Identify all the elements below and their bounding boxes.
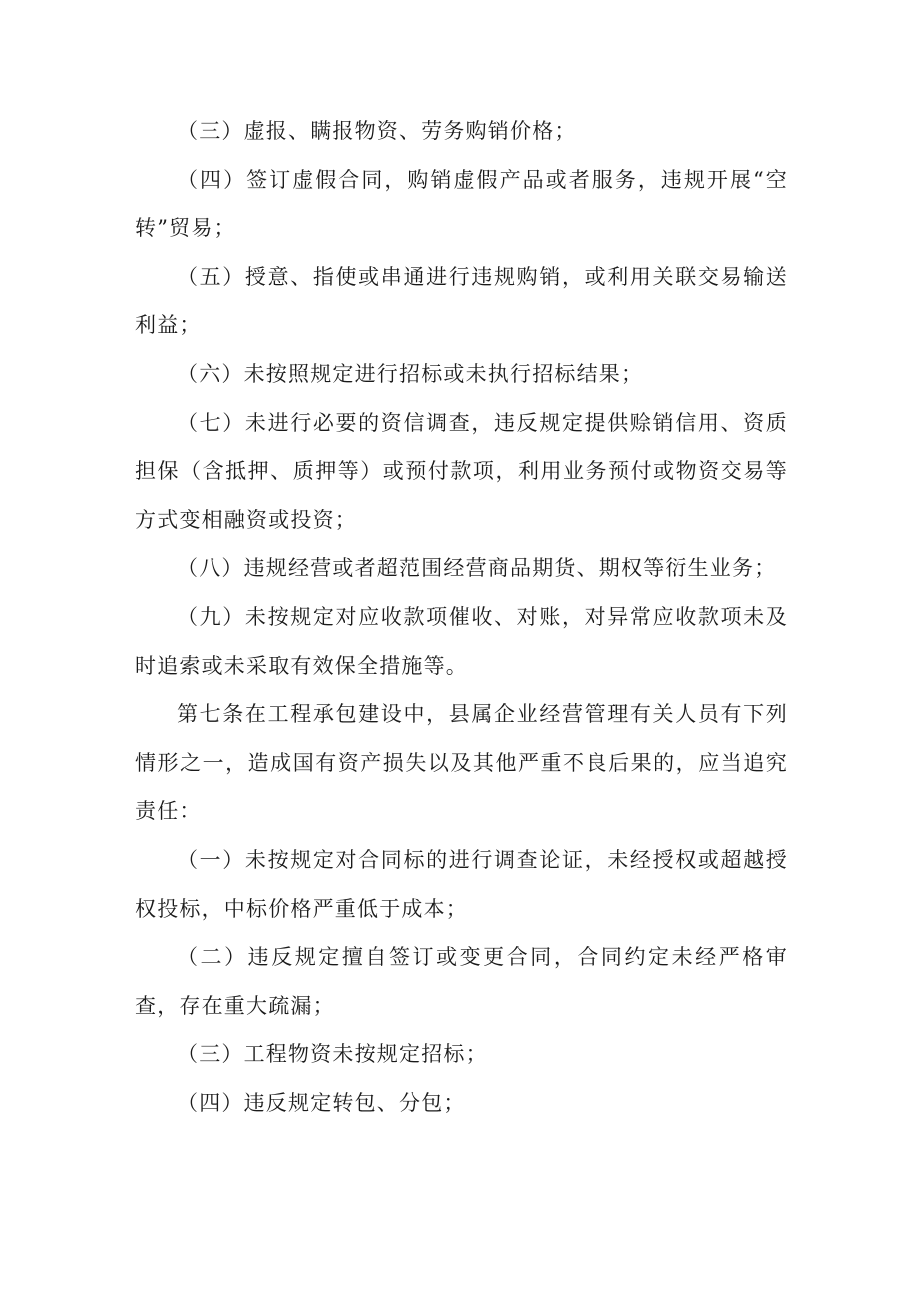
paragraph-item-3-false-reporting: （三）虚报、瞒报物资、劳务购销价格； (177, 119, 577, 143)
paragraph-article-7-item-2: （二）违反规定擅自签订或变更合同，合同约定未经严格审查，存在重大疏漏； (135, 945, 788, 1018)
paragraph-item-9-receivables: （九）未按规定对应收款项催收、对账，对异常应收款项未及时追索或未采取有效保全措施等。 (135, 604, 788, 678)
paragraph-item-6-bidding: （六）未按照规定进行招标或未执行招标结果； (177, 361, 644, 386)
paragraph-item-7-credit-check: （七）未进行必要的资信调查，违反规定提供赊销信用、资质担保（含抵押、质押等）或预付款项，利用业务预付或物资交易等方式变相融资或投资； (135, 410, 788, 532)
paragraph-article-7-item-3: （三）工程物资未按规定招标； (177, 1042, 488, 1067)
paragraph-article-7-item-1: （一）未按规定对合同标的进行调查论证，未经授权或超越授权投标，中标价格严重低于成本； (135, 847, 788, 921)
paragraph-item-4-false-contracts: （四）签订虚假合同，购销虚假产品或者服务，违规开展“空转”贸易； (135, 167, 788, 241)
paragraph-article-7-item-4: （四）违反规定转包、分包； (177, 1090, 466, 1115)
paragraph-item-8-derivatives: （八）违规经营或者超范围经营商品期货、期权等衍生业务； (177, 556, 777, 581)
paragraph-item-5-collusion: （五）授意、指使或串通进行违规购销，或利用关联交易输送利益； (135, 264, 788, 338)
paragraph-article-7: 第七条在工程承包建设中，县属企业经营管理有关人员有下列情形之一，造成国有资产损失以及其他严重不良后果的，应当追究责任： (135, 702, 788, 824)
document-body (135, 107, 788, 1127)
